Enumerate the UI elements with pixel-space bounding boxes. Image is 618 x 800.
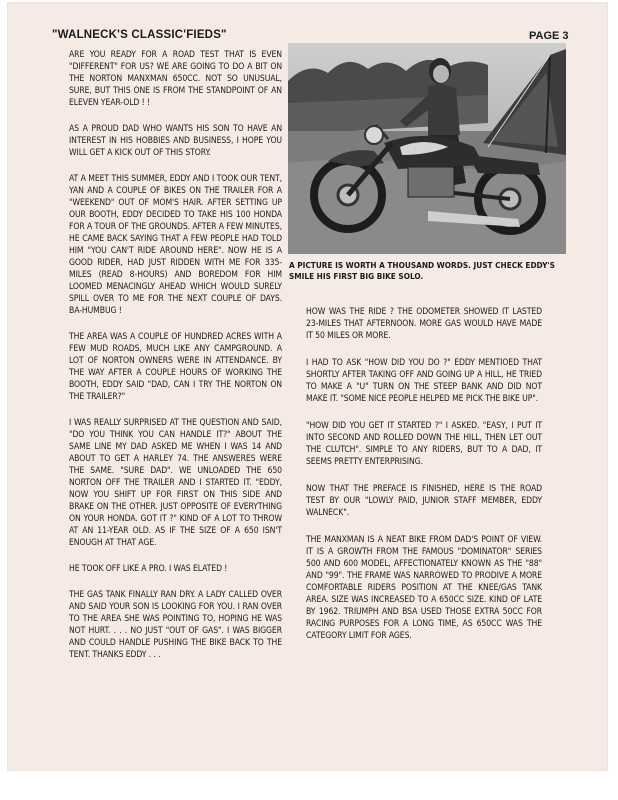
article-paragraph: AS A PROUD DAD WHO WANTS HIS SON TO HAVE AN INTEREST IN HIS HOBBIES AND BUSINESS, I HOPE YOU WILL GET A KICK OUT OF THIS STORY.: [69, 124, 282, 158]
article-paragraph: I WAS REALLY SURPRISED AT THE QUESTION AND SAID, "DO YOU THINK YOU CAN HANDLE IT?" ABOUT THE SAME LINE MY DAD ASKED ME WHEN I WAS 14 AND ABOUT TO GET A HARLEY 74. THE ANSWERES WERE THE SAME. "SURE DAD". WE UNLOADED THE 650 NORTON OFF THE TRAILER AND I STARTED IT. "EDDY, NOW YOU SHIFT UP FOR FIRST ON THIS SIDE AND BRAKE ON THE OTHER. JUST OPPOSITE OF EVERYTHING ON YOUR HONDA. GOT IT ?" KIND OF A LOT TO THROW AT AN 11-YEAR OLD. AS IF THE SIZE OF A 650 ISN'T ENOUGH AT THAT AGE.: [69, 418, 282, 548]
article-paragraph: NOW THAT THE PREFACE IS FINISHED, HERE IS THE ROAD TEST BY OUR "LOWLY PAID, JUNIOR STAFF MEMBER, EDDY WALNECK".: [306, 484, 542, 518]
article-paragraph: THE MANXMAN IS A NEAT BIKE FROM DAD'S POINT OF VIEW. IT IS A GROWTH FROM THE FAMOUS "DOMINATOR" SERIES 500 AND 600 MODEL, AFFECTIONATELY KNOWN AS THE "88" AND "99". THE FRAME WAS NARROWED TO PRODIVE A MORE COMFORTABLE RIDERS POSITION AT THE KNEE/GAS TANK AREA. SIZE WAS INCREASED TO A 650CC SIZE. KIND OF LATE BY 1962. TRIUMPH AND BSA USED THOSE EXTRA 50CC FOR RACING PURPOSES FOR A LONG TIME, AS 650CC WAS THE CATEGORY LIMIT FOR AGES.: [306, 535, 542, 641]
page-number: PAGE 3: [529, 30, 569, 42]
right-column: [306, 306, 542, 657]
publication-title: "WALNECK'S CLASSIC'FIEDS": [52, 29, 227, 41]
article-paragraph: I HAD TO ASK "HOW DID YOU DO ?" EDDY MENTIOED THAT SHORTLY AFTER TAKING OFF AND GOING UP A HILL, HE TRIED TO MAKE A "U" TURN ON THE STEEP BANK AND DID NOT MAKE IT. "SOME NICE PEOPLE HELPED ME PICK THE BIKE UP".: [306, 358, 542, 404]
article-paragraph: "HOW DID YOU GET IT STARTED ?" I ASKED. "EASY, I PUT IT INTO SECOND AND ROLLED DOWN THE HILL, THEN LET OUT THE CLUTCH". SIMPLE TO ANY RIDERS, BUT TO A DAD, IT SEEMS PRETTY ENTERPRISING.: [306, 421, 542, 467]
motorcycle-photo: [288, 43, 566, 254]
motorcycle-photo-icon: [288, 43, 566, 254]
left-column: [69, 49, 282, 675]
photo-caption: A PICTURE IS WORTH A THOUSAND WORDS. JUST CHECK EDDY'S SMILE HIS FIRST BIG BIKE SOLO.: [289, 260, 555, 281]
article-paragraph: THE GAS TANK FINALLY RAN DRY. A LADY CALLED OVER AND SAID YOUR SON IS LOOKING FOR YOU. I RAN OVER TO THE AREA SHE WAS POINTING TO, HOPING HE WAS NOT HURT. . . . NO JUST "OUT OF GAS". I WAS BIGGER AND COULD HANDLE PUSHING THE BIKE BACK TO THE TENT. THANKS EDDY . . .: [69, 590, 282, 660]
article-paragraph: AT A MEET THIS SUMMER, EDDY AND I TOOK OUR TENT, YAN AND A COUPLE OF BIKES ON THE TRAILER FOR A "WEEKEND" OUT OF MOM'S HAIR. AFTER SETTING UP OUR BOOTH, EDDY DECIDED TO TAKE HIS 100 HONDA FOR A TOUR OF THE GROUNDS. AFTER A FEW MINUTES, HE CAME BACK SAYING THAT A FEW PEOPLE HAD TOLD HIM "YOU CAN'T RIDE AROUND HERE". NOW HE IS A GOOD RIDER, HAD JUST RIDDEN WITH ME FOR 335-MILES (READ 8-HOURS) AND BOREDOM FOR HIM LOOMED MENACINGLY AHEAD WHICH WOULD SURELY SPILL OVER TO ME FOR THE NEXT COUPLE OF DAYS. BA-HUMBUG !: [69, 174, 282, 316]
article-paragraph: HE TOOK OFF LIKE A PRO. I WAS ELATED !: [69, 564, 228, 574]
article-paragraph: THE AREA WAS A COUPLE OF HUNDRED ACRES WITH A FEW MUD ROADS, MUCH LIKE ANY CAMPGROUND. A LOT OF NORTON OWNERS WERE IN ATTENDANCE. BY THE WAY AFTER A COUPLE HOURS OF WORKING THE BOOTH, EDDY SAID "DAD, CAN I TRY THE NORTON ON THE TRAILER?": [69, 332, 282, 402]
article-paragraph: HOW WAS THE RIDE ? THE ODOMETER SHOWED IT LASTED 23-MILES THAT AFTERNOON. MORE GAS WOULD HAVE MADE IT 50 MILES OR MORE.: [306, 307, 542, 341]
newsletter-page: [8, 3, 607, 770]
article-paragraph: ARE YOU READY FOR A ROAD TEST THAT IS EVEN "DIFFERENT" FOR US? WE ARE GOING TO DO A BIT ON THE NORTON MANXMAN 650CC. NOT SO UNUSUAL, SURE, BUT THIS ONE IS FROM THE STANDPOINT OF AN ELEVEN YEAR-OLD ! !: [69, 50, 282, 108]
